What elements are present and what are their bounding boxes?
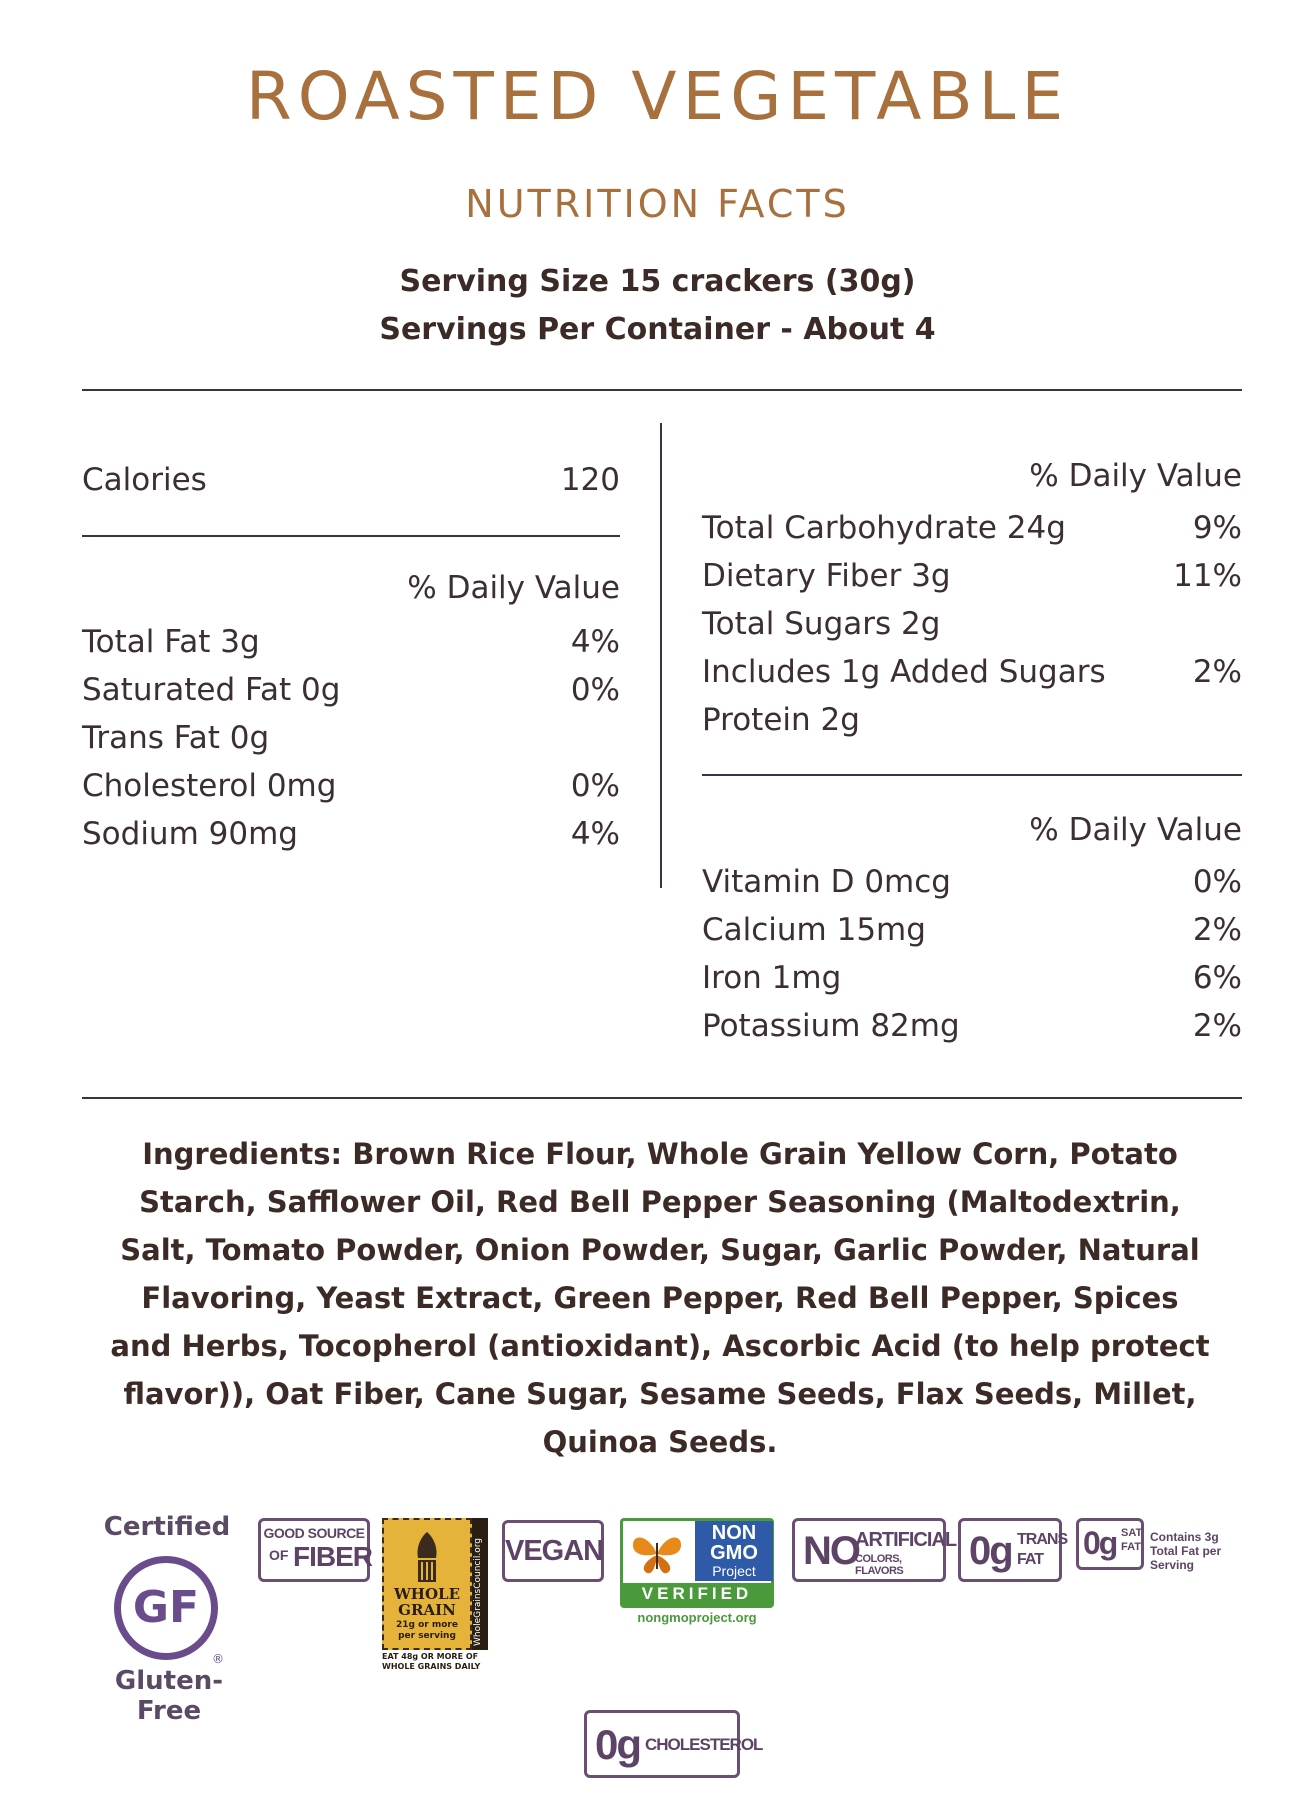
trans-fat-big: 0g [969, 1529, 1012, 1573]
whole-grain-stamp [382, 1518, 492, 1686]
top-rule [82, 389, 1242, 391]
nutrient-label: Total Carbohydrate 24g [702, 510, 1066, 546]
nutrient-dv: 11% [1173, 558, 1242, 594]
nutrient-label: Sodium 90mg [82, 816, 298, 852]
fiber-line1: GOOD SOURCE [263, 1525, 365, 1541]
sat-fat-line1: SAT [1121, 1527, 1143, 1539]
vitamin-label: Calcium 15mg [702, 912, 926, 948]
gf-letters: GF [132, 1582, 200, 1633]
vitamin-dv: 0% [1192, 864, 1242, 900]
wheat-icon [400, 1528, 454, 1584]
vitamin-row [702, 1002, 1242, 1050]
servings-per-container: Servings Per Container - About 4 [379, 312, 936, 347]
nutrient-dv: 2% [1192, 654, 1242, 690]
nutrient-dv: 0% [570, 672, 620, 708]
fiber-badge [258, 1518, 370, 1582]
sat-fat-note: Contains 3g Total Fat per Serving [1150, 1530, 1222, 1572]
non-gmo-line1: NON [711, 1522, 757, 1544]
product-title: ROASTED VEGETABLE [245, 58, 1070, 135]
whole-grain-word2: GRAIN [398, 1601, 456, 1619]
whole-grain-word1: WHOLE [393, 1585, 461, 1603]
nutrient-row [702, 504, 1242, 552]
non-gmo-verified: VERIFIED [623, 1583, 771, 1605]
nutrient-row [82, 666, 620, 714]
nutrient-dv: 4% [570, 624, 620, 660]
calories-rule [82, 535, 620, 537]
cholesterol-big: 0g [595, 1721, 641, 1768]
vitamin-dv: 6% [1192, 960, 1242, 996]
nutrient-label: Includes 1g Added Sugars [702, 654, 1106, 690]
nutrient-label: Dietary Fiber 3g [702, 558, 951, 594]
vitamin-row [702, 858, 1242, 906]
nutrient-dv: 9% [1192, 510, 1242, 546]
protein-rule [702, 774, 1242, 776]
cholesterol-badge [584, 1710, 763, 1778]
non-gmo-frame [620, 1518, 774, 1608]
vitamin-label: Vitamin D 0mcg [702, 864, 951, 900]
nutrient-row [702, 696, 1242, 744]
vegan-text: VEGAN [505, 1535, 604, 1567]
vitamin-row [702, 906, 1242, 954]
vitamin-dv: 2% [1192, 912, 1242, 948]
right-dv-header: % Daily Value [1029, 458, 1242, 494]
no-artificial-big: NO [803, 1529, 859, 1573]
non-gmo-label [695, 1521, 773, 1581]
sat-fat-big: 0g [1083, 1525, 1117, 1561]
sat-fat-badge [1076, 1518, 1144, 1570]
butterfly-icon [629, 1529, 685, 1579]
nutrient-label: Total Fat 3g [82, 624, 260, 660]
vitamin-label: Iron 1mg [702, 960, 842, 996]
calories-value: 120 [560, 462, 620, 498]
whole-grain-stamp-body [382, 1518, 472, 1650]
nutrient-row [702, 600, 1242, 648]
gf-circle-icon [114, 1556, 218, 1660]
nutrition-facts-heading: NUTRITION FACTS [465, 182, 850, 226]
vitamin-dv: 2% [1192, 1008, 1242, 1044]
vitamins-dv-header: % Daily Value [1029, 812, 1242, 848]
calories-row [82, 456, 620, 504]
whole-grain-title [384, 1586, 470, 1618]
trans-fat-line1: TRANS [1017, 1531, 1068, 1548]
whole-grain-per-text: per serving [398, 1631, 456, 1641]
non-gmo-url: nongmoproject.org [637, 1610, 757, 1625]
nutrient-label: Saturated Fat 0g [82, 672, 341, 708]
no-artificial-line2: COLORS, FLAVORS [855, 1553, 904, 1577]
ingredients-text: Ingredients: Brown Rice Flour, Whole Grain Yellow Corn, Potato Starch, Safflower Oil, Red Bell Pepper Seasoning (Maltodextrin, Salt, Tomato Powder, Onion Powder, Sugar, Garlic Powder, Natural Flavoring, Yeast Extract, Green Pepper, Red Bell Pepper, Spices and Herbs, Tocopherol (antioxidant), Ascorbic Acid (to help protect flavor)), Oat Fiber, Cane Sugar, Sesame Seeds, Flax Seeds, Millet, Quinoa Seeds. [110, 1137, 1210, 1459]
no-artificial-line1: ARTIFICIAL [855, 1529, 957, 1551]
trans-fat-line2: FAT [1017, 1551, 1044, 1568]
gf-certified-label: Certified [103, 1512, 231, 1542]
gluten-free-badge [92, 1512, 252, 1726]
non-gmo-line2: GMO [710, 1542, 758, 1564]
trans-fat-badge [958, 1518, 1068, 1582]
nutrient-label: Cholesterol 0mg [82, 768, 337, 804]
nutrient-label: Total Sugars 2g [702, 606, 941, 642]
nutrient-label: Trans Fat 0g [82, 720, 270, 756]
nutrient-dv: 4% [570, 816, 620, 852]
vitamin-row [702, 954, 1242, 1002]
non-gmo-badge [620, 1518, 780, 1630]
whole-grain-side-text: WholeGrainsCouncil.org [473, 1538, 483, 1646]
nutrient-row [82, 810, 620, 858]
nutrient-row [82, 762, 620, 810]
whole-grain-amount [384, 1620, 470, 1642]
sat-fat-line2: FAT [1121, 1541, 1141, 1553]
gf-gluten-free-label: Gluten-Free [114, 1666, 224, 1726]
nutrient-label: Protein 2g [702, 702, 860, 738]
no-artificial-badge [792, 1518, 957, 1582]
whole-grain-side [472, 1518, 488, 1650]
whole-grain-footer: EAT 48g OR MORE OF WHOLE GRAINS DAILY [382, 1652, 481, 1671]
nutrient-row [702, 552, 1242, 600]
calories-label: Calories [82, 462, 207, 498]
bottom-rule [82, 1097, 1242, 1099]
nutrient-row [82, 714, 620, 762]
left-dv-header: % Daily Value [407, 570, 620, 606]
whole-grain-amount-text: 21g or more [396, 1620, 458, 1630]
vegan-badge [502, 1520, 604, 1582]
fiber-main: FIBER [293, 1541, 372, 1572]
nutrient-row [82, 618, 620, 666]
nutrient-row [702, 648, 1242, 696]
column-divider [660, 423, 662, 888]
serving-size: Serving Size 15 crackers (30g) [399, 264, 916, 299]
cholesterol-text: CHOLESTEROL [645, 1735, 763, 1754]
nutrient-dv: 0% [570, 768, 620, 804]
registered-mark: ® [212, 1652, 224, 1666]
fiber-of: OF [269, 1547, 289, 1563]
vitamin-label: Potassium 82mg [702, 1008, 960, 1044]
non-gmo-line3: Project [712, 1563, 756, 1579]
